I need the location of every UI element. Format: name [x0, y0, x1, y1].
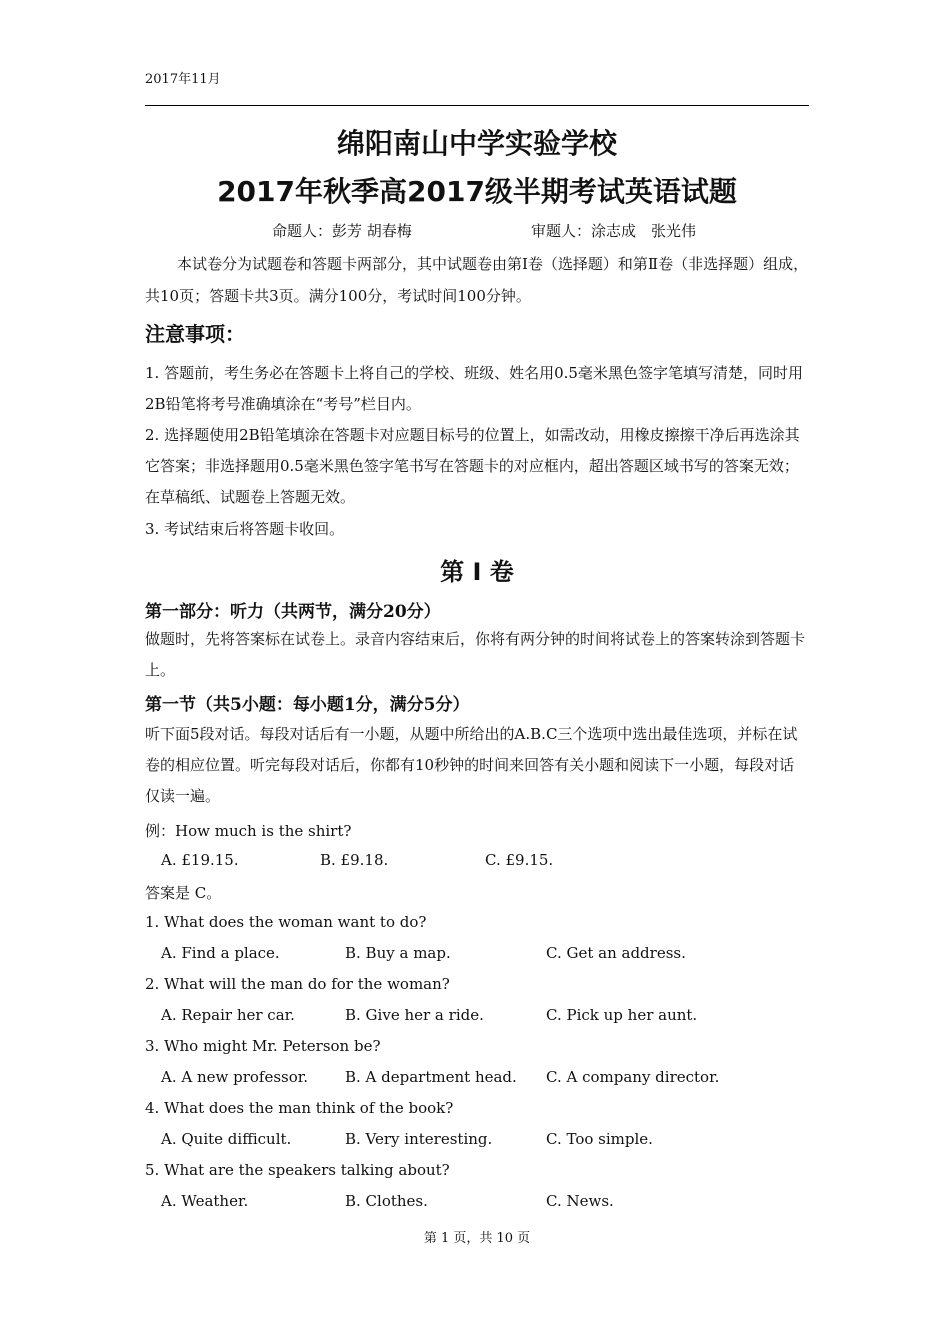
question-4-option-b: B. Very interesting. — [345, 1130, 493, 1148]
question-3-option-c: C. A company director. — [546, 1068, 720, 1086]
question-1-option-b: B. Buy a map. — [345, 944, 451, 962]
header-date: 2017年11月 — [145, 72, 221, 87]
example-option-c: C. £9.15. — [485, 851, 554, 869]
example-option-a: A. £19.15. — [161, 851, 239, 869]
section1-description: 听下面5段对话。每段对话后有一小题，从题中所给出的A.B.C三个选项中选出最佳选项，并标在试卷的相应位置。听完每段对话后，你都有10秒钟的时间来回答有关小题和阅读下一小题，每段对话仅读一遍。 — [145, 725, 798, 805]
reviewer-line: 审题人：涂志成 张光伟 — [531, 222, 697, 240]
intro-paragraph: 本试卷分为试题卷和答题卡两部分，其中试题卷由第Ⅰ卷（选择题）和第Ⅱ卷（非选择题）组成，共10页；答题卡共3页。满分100分，考试时间100分钟。 — [145, 255, 809, 305]
example-answer: 答案是 C。 — [145, 884, 222, 902]
question-1: 1. What does the woman want to do? — [145, 913, 427, 931]
question-5-option-a: A. Weather. — [161, 1192, 249, 1210]
example-question: 例：How much is the shirt? — [145, 822, 352, 840]
question-4: 4. What does the man think of the book? — [145, 1099, 454, 1117]
header-rule — [145, 105, 809, 106]
question-3-option-a: A. A new professor. — [161, 1068, 309, 1086]
notice-heading: 注意事项： — [145, 322, 245, 346]
proposer-line: 命题人：彭芳 胡春梅 — [272, 222, 412, 240]
question-4-option-a: A. Quite difficult. — [161, 1130, 292, 1148]
question-1-option-a: A. Find a place. — [161, 944, 280, 962]
volume-title: 第 I 卷 — [440, 558, 514, 586]
notice-item-3: 3. 考试结束后将答题卡收回。 — [145, 520, 345, 538]
question-4-option-c: C. Too simple. — [546, 1130, 653, 1148]
question-5-option-b: B. Clothes. — [345, 1192, 428, 1210]
page-footer: 第 1 页，共 10 页 — [423, 1231, 531, 1246]
question-3: 3. Who might Mr. Peterson be? — [145, 1037, 381, 1055]
question-2-option-c: C. Pick up her aunt. — [546, 1006, 698, 1024]
exam-title: 2017年秋季高2017级半期考试英语试题 — [217, 175, 737, 208]
notice-item-1: 1. 答题前，考生务必在答题卡上将自己的学校、班级、姓名用0.5毫米黑色签字笔填写清楚，同时用2B铅笔将考号准确填涂在“考号”栏目内。 — [145, 364, 803, 413]
school-title: 绵阳南山中学实验学校 — [336, 127, 617, 160]
question-2: 2. What will the man do for the woman? — [145, 975, 450, 993]
question-2-option-a: A. Repair her car. — [161, 1006, 295, 1024]
section1-heading: 第一节（共5小题：每小题1分，满分5分） — [145, 695, 470, 715]
part1-description: 做题时，先将答案标在试卷上。录音内容结束后，你将有两分钟的时间将试卷上的答案转涂到答题卡上。 — [145, 630, 806, 679]
question-1-option-c: C. Get an address. — [546, 944, 686, 962]
question-5: 5. What are the speakers talking about? — [145, 1161, 450, 1179]
notice-item-2: 2. 选择题使用2B铅笔填涂在答题卡对应题目标号的位置上，如需改动，用橡皮擦擦干净后再选涂其它答案；非选择题用0.5毫米黑色签字笔书写在答题卡的对应框内，超出答题区域书写的答案无效；在草稿纸、试题卷上答题无效。 — [145, 426, 800, 506]
question-3-option-b: B. A department head. — [345, 1068, 517, 1086]
question-2-option-b: B. Give her a ride. — [345, 1006, 484, 1024]
example-option-b: B. £9.18. — [320, 851, 389, 869]
part1-heading: 第一部分：听力（共两节，满分20分） — [145, 602, 441, 622]
question-5-option-c: C. News. — [546, 1192, 614, 1210]
